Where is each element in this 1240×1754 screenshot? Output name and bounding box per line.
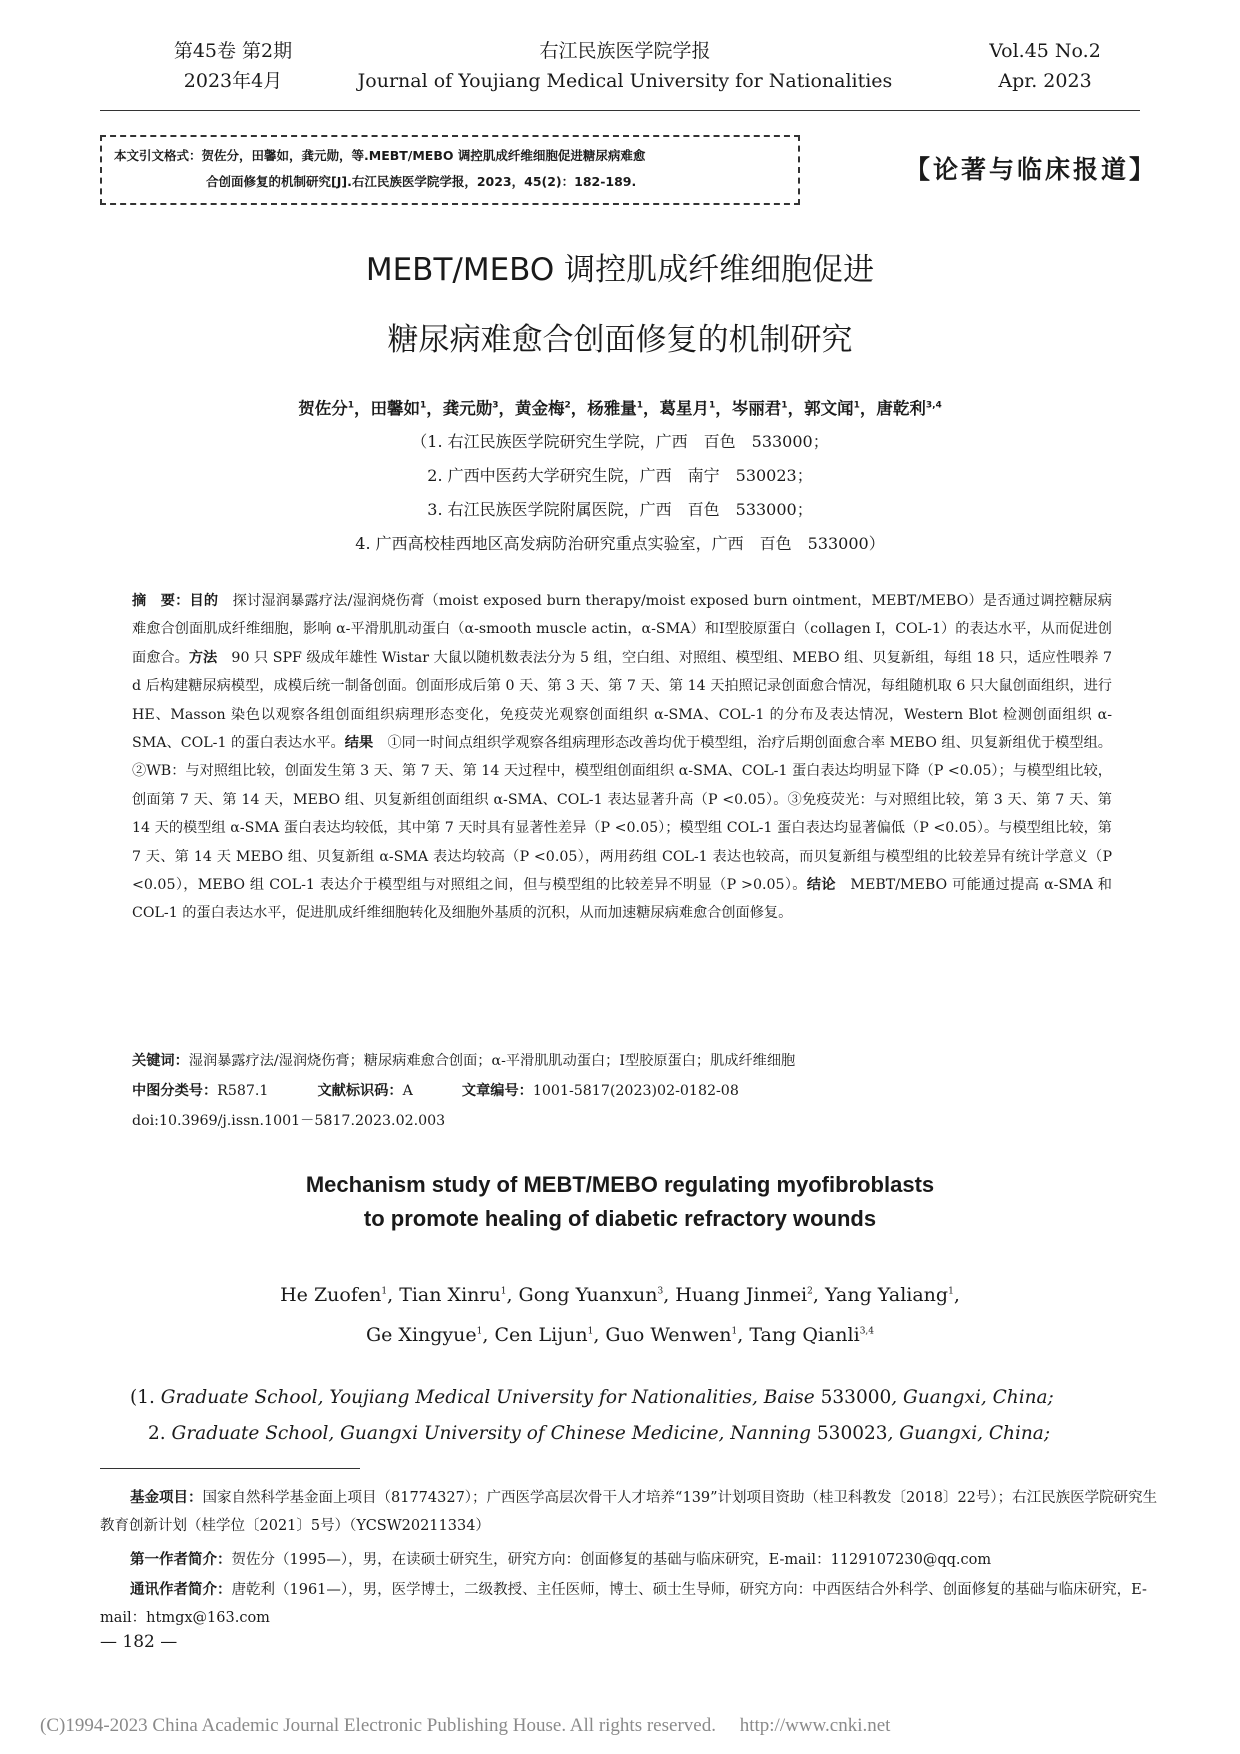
author-name-text: Guo Wenwen [605,1324,732,1346]
author-affiliation-marker: 1 [476,1326,483,1337]
author-separator: ， [643,399,660,418]
authors-en-line-1 [0,1275,1240,1315]
author-separator: , [593,1324,606,1346]
author-affiliation-marker: 3,4 [925,400,942,411]
first-author-label: 第一作者简介： [130,1552,232,1568]
author-name [515,399,571,418]
affiliation-en-1 [130,1380,1170,1416]
author-affiliation-marker: 2 [807,1286,813,1297]
author-name [587,399,643,418]
author-separator: , [812,1284,825,1306]
header-divider [100,110,1140,111]
section-tag: 【论著与临床报道】 [905,155,1158,184]
title-cn-line-1: MEBT/MEBO 调控肌成纤维细胞促进 [365,252,875,288]
author-name [519,1284,664,1306]
author-name-text: Cen Lijun [494,1324,588,1346]
author-name-text: 葛星月 [659,399,710,418]
article-number: 1001-5817(2023)02-0182-08 [532,1083,739,1099]
author-separator: , [737,1324,750,1346]
author-name [732,399,788,418]
author-affiliation-marker: 1 [347,400,354,411]
author-separator: ， [859,399,877,418]
author-separator: ， [426,399,443,418]
classification-line [132,1080,739,1100]
affiliation-en-1-code: 533000 [820,1387,892,1408]
author-affiliation-marker: 1 [731,1326,738,1337]
footnote-fund [100,1484,1160,1540]
author-name [825,1284,954,1306]
author-name [675,1284,813,1306]
author-name [370,399,426,418]
author-affiliation-marker: 3,4 [859,1326,875,1337]
date-en: Apr. 2023 [998,70,1092,92]
author-name-text: 郭文闻 [804,399,854,418]
header-journal [340,36,910,96]
author-name-text: 龚元勋 [442,399,493,418]
doc-code: A [402,1083,413,1099]
author-affiliation-marker: 3 [657,1286,664,1297]
journal-name-en: Journal of Youjiang Medical University for Nationalities [357,70,893,92]
author-name-text: Yang Yaliang [824,1284,949,1306]
author-name [876,399,941,418]
affiliation-en-2-num: 2. [148,1423,172,1444]
author-name-text: Tang Qianli [749,1324,860,1346]
author-affiliation-marker: 1 [419,400,427,411]
author-name [494,1324,593,1346]
author-separator: ， [353,399,371,418]
page-header [0,36,1240,106]
affiliation-en-2 [148,1416,1188,1452]
volume-issue-cn: 第45卷 第2期 [173,40,293,62]
author-name-text: 杨雅量 [587,399,637,418]
author-name [749,1324,874,1346]
author-name-text: Huang Jinmei [675,1284,808,1306]
header-volume-en [960,36,1130,96]
author-separator: ， [498,399,515,418]
authors-en-line-2 [0,1315,1240,1355]
author-name [280,1284,387,1306]
author-affiliation-marker: 1 [709,400,716,411]
author-affiliation-marker: 1 [500,1286,507,1297]
author-name-text: He Zuofen [280,1284,382,1306]
volume-issue-en: Vol.45 No.2 [989,40,1101,62]
footnote-divider [100,1468,360,1469]
citation-label: 本文引文格式： [114,148,202,163]
title-en-line-2: to promote healing of diabetic refractory wounds [363,1206,877,1231]
author-affiliation-marker: 1 [636,400,644,411]
author-affiliation-marker: 2 [564,400,571,411]
author-name-text: 岑丽君 [731,399,782,418]
first-author-text: 贺佐分（1995—），男，在读硕士研究生，研究方向：创面修复的基础与临床研究，E-mail：1129107230@qq.com [231,1552,992,1568]
abstract-label: 摘 要： [132,593,190,609]
author-name-text: 贺佐分 [298,399,348,418]
author-affiliation-marker: 1 [948,1286,954,1297]
conclusion-text: MEBT/MEBO 可能通过提高 α-SMA 和 COL-1 的蛋白表达水平，促进肌成纤维细胞转化及细胞外基质的沉积，从而加速糖尿病难愈合创面修复。 [132,877,1112,922]
citation-line-2: 合创面修复的机制研究[J].右江民族医学院学报，2023，45(2)：182-189. [206,174,637,189]
affiliation-cn-2: 2. 广西中医药大学研究生院，广西 南宁 530023； [427,466,813,485]
author-name-text: Gong Yuanxun [518,1284,658,1306]
author-separator: ， [570,399,588,418]
footnote-first-author [100,1546,1160,1574]
doc-code-label: 文献标识码： [317,1083,403,1099]
author-name [298,399,354,418]
author-separator: , [482,1324,495,1346]
author-name [804,399,860,418]
author-name-text: Ge Xingyue [365,1324,477,1346]
author-separator: , [506,1284,519,1306]
affiliation-en-1-rest: , Guangxi, China; [891,1387,1054,1408]
clc-label: 中图分类号： [132,1083,218,1099]
citation-line-1: 贺佐分，田馨如，龚元勋，等.MEBT/MEBO 调控肌成纤维细胞促进糖尿病难愈 [201,148,646,163]
author-separator: , [953,1284,960,1306]
methods-text: 90 只 SPF 级成年雄性 Wistar 大鼠以随机数表法分为 5 组，空白组、对照组、模型组、MEBO 组、贝复新组，每组 18 只，适应性喂养 7 d 后构建糖尿病模型，成模后统一制备创面。创面形成后第 0 天、第 3 天、第 7 天、第 14 天拍照记录创面愈合情况，每组随机取 6 只大鼠创面组织，进行 HE、Masson 染色以观察各组创面组织病理形态变化，免疫荧光观察创面组织 α-SMA、COL-1 的分布及表达情况，Western Blot 检测创面组织 α-SMA、COL-1 的蛋白表达水平。 [132,649,1112,752]
corresponding-text: 唐乾利（1961—），男，医学博士，二级教授、主任医师，博士、硕士生导师，研究方向：中西医结合外科学、创面修复的基础与临床研究，E-mail：htmgx@163.com [100,1582,1147,1626]
author-separator: , [387,1284,400,1306]
fund-text: 国家自然科学基金面上项目（81774327）；广西医学高层次骨干人才培养“139”计划项目资助（桂卫科教发〔2018〕22号）；右江民族医学院研究生教育创新计划（桂学位〔2021〕5号）（YCSW20211334） [100,1490,1158,1534]
date-cn: 2023年4月 [183,70,283,92]
author-separator: , [663,1284,676,1306]
affiliation-cn-3: 3. 右江民族医学院附属医院，广西 百色 533000； [427,500,813,519]
page-number: — 182 — [100,1632,178,1652]
author-affiliation-marker: 1 [781,400,788,411]
affiliation-en-2-code: 530023 [816,1423,888,1444]
copyright-notice: (C)1994-2023 China Academic Journal Electronic Publishing House. All rights reserved. http://www.cnki.net [40,1715,891,1736]
affiliation-en-1-num: (1. [130,1387,161,1408]
journal-name-cn: 右江民族医学院学报 [539,40,711,62]
keywords-line [132,1050,795,1070]
objective-label: 目的 [189,593,219,609]
keywords-label: 关键词： [132,1053,189,1069]
objective-text: 探讨湿润暴露疗法/湿润烧伤膏（moist exposed burn therapy/moist exposed burn ointment，MEBT/MEBO）是否通过调控糖尿病难愈合创面肌成纤维细胞，影响 α-平滑肌肌动蛋白（α-smooth muscle actin，α-SMA）和Ⅰ型胶原蛋白（collagen Ⅰ，COL-1）的表达水平，从而促进创面愈合。 [132,593,1112,666]
author-name [605,1324,737,1346]
author-name [399,1284,506,1306]
author-affiliation-marker: 3 [492,400,499,411]
author-name-text: 黄金梅 [515,399,565,418]
abstract [132,587,1112,928]
author-separator: ， [787,399,805,418]
keywords-text: 湿润暴露疗法/湿润烧伤膏；糖尿病难愈合创面；α-平滑肌肌动蛋白；Ⅰ型胶原蛋白；肌成纤维细胞 [188,1053,796,1069]
author-name-text: Tian Xinru [399,1284,501,1306]
article-number-label: 文章编号： [461,1083,533,1099]
fund-label: 基金项目： [130,1490,203,1506]
author-affiliation-marker: 1 [853,400,860,411]
author-name-text: 唐乾利 [876,399,926,418]
author-affiliation-marker: 1 [381,1286,388,1297]
affiliation-en-2-rest: , Guangxi, China; [887,1423,1051,1444]
affiliation-cn-1: （1. 右江民族医学院研究生学院，广西 百色 533000； [411,432,829,451]
author-name [366,1324,482,1346]
citation-box [100,135,800,205]
title-en-line-1: Mechanism study of MEBT/MEBO regulating myofibroblasts [305,1172,935,1197]
authors-cn [0,395,1240,419]
author-separator: ， [715,399,732,418]
affiliation-cn-4: 4. 广西高校桂西地区高发病防治研究重点实验室，广西 百色 533000） [355,534,885,553]
doi: doi:10.3969/j.issn.1001－5817.2023.02.003 [132,1113,446,1129]
results-label: 结果 [344,735,374,752]
results-text: ①同一时间点组织学观察各组病理形态改善均优于模型组，治疗后期创面愈合率 MEBO 组、贝复新组优于模型组。②WB：与对照组比较，创面发生第 3 天、第 7 天、第 14 天过程中，模型组创面组织 α-SMA、COL-1 蛋白表达均明显下降（P <0.05）；与模型组比较，创面第 7 天、第 14 天，MEBO 组、贝复新组创面组织 α-SMA、COL-1 表达显著升高（P <0.05）。③免疫荧光：与对照组比较，第 3 天、第 7 天、第 14 天的模型组 α-SMA 蛋白表达均较低，其中第 7 天时具有显著性差异（P <0.05）；模型组 COL-1 蛋白表达均显著偏低（P <0.05）。与模型组比较，第 7 天、第 14 天 MEBO 组、贝复新组 α-SMA 表达均较高（P <0.05），两用药组 COL-1 表达也较高，而贝复新组与模型组的比较差异有统计学意义（P <0.05），MEBO 组 COL-1 表达介于模型组与对照组之间，但与模型组的比较差异不明显（P >0.05）。 [132,735,1112,894]
footnote-corresponding [100,1576,1160,1632]
clc-code: R587.1 [217,1083,269,1099]
conclusion-label: 结论 [806,877,836,894]
author-affiliation-marker: 1 [587,1326,594,1337]
affiliation-en-1-text: Graduate School, Youjiang Medical University for Nationalities, Baise [160,1387,821,1408]
header-volume-cn [148,36,318,96]
methods-label: 方法 [188,649,218,666]
title-cn-line-2: 糖尿病难愈合创面修复的机制研究 [387,322,853,358]
author-name-text: 田馨如 [370,399,420,418]
corresponding-label: 通讯作者简介： [130,1582,232,1598]
affiliation-en-2-text: Graduate School, Guangxi University of Chinese Medicine, Nanning [171,1423,817,1444]
author-name [443,399,499,418]
author-name [660,399,716,418]
